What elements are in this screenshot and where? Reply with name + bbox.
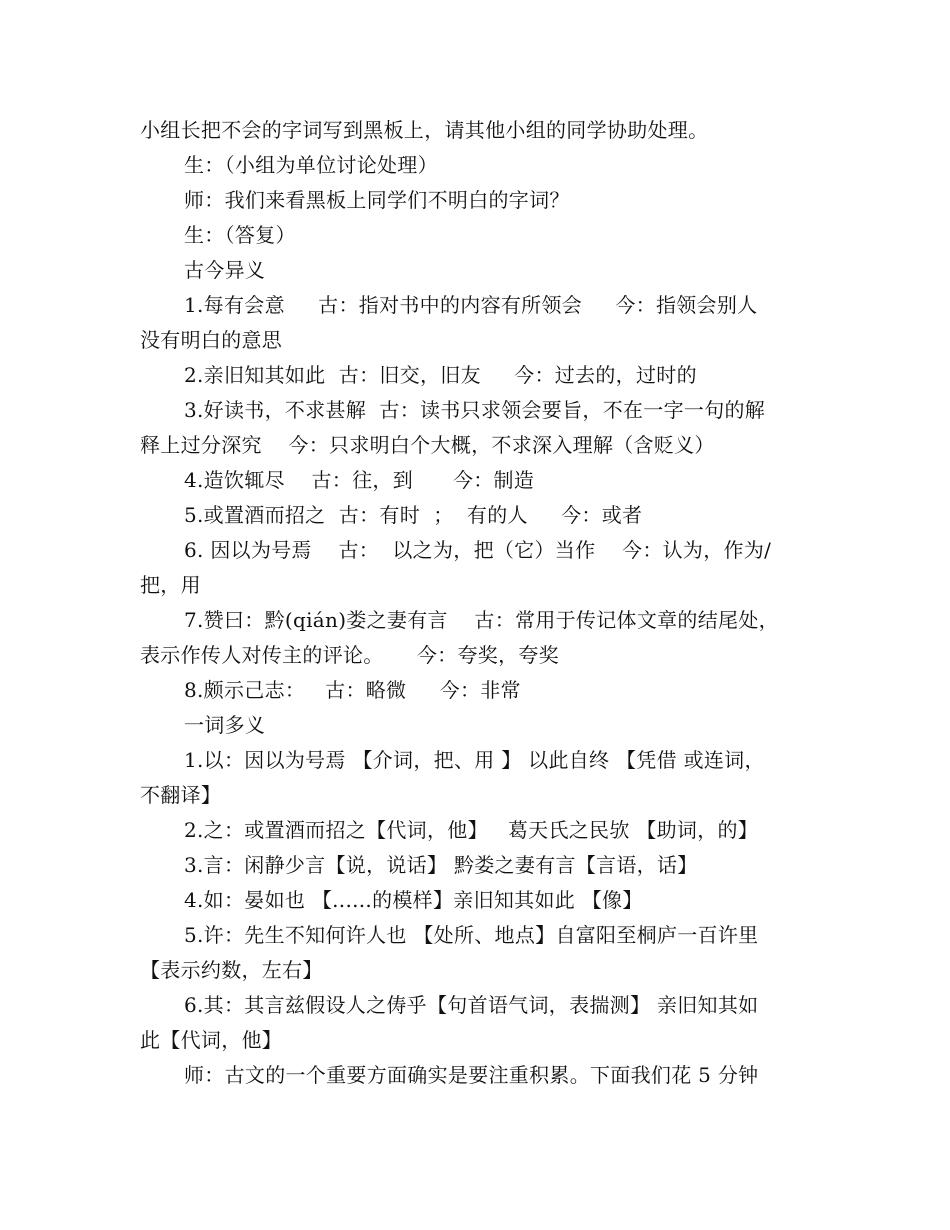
text-line: 6.其：其言兹假设人之俦乎【句首语气词，表揣测】 亲旧知其如 (184, 993, 759, 1017)
text-line: 8.颇示己志： 古：略微 今：非常 (184, 678, 521, 702)
text-line: 生：（答复） (184, 223, 296, 247)
text-line: 师：我们来看黑板上同学们不明白的字词？ (184, 188, 570, 212)
text-line: 【表示约数，左右】 (140, 958, 323, 982)
text-line: 释上过分深究 今：只求明白个大概，不求深入理解（含贬义） (140, 433, 715, 457)
text-line: 1.每有会意 古：指对书中的内容有所领会 今：指领会别人 (184, 293, 758, 317)
text-line: 没有明白的意思 (140, 328, 283, 352)
text-line: 7.赞曰：黔(qián)娄之妻有言 古：常用于传记体文章的结尾处， (184, 608, 779, 632)
text-line: 3.好读书，不求甚解 古：读书只求领会要旨，不在一字一句的解 (184, 398, 766, 422)
text-line: 师：古文的一个重要方面确实是要注重积累。下面我们花 5 分钟 (184, 1063, 759, 1087)
text-line: 3.言：闲静少言【说，说话】 黔娄之妻有言【言语，话】 (184, 853, 698, 877)
text-line: 2.亲旧知其如此 古：旧交，旧友 今：过去的，过时的 (184, 363, 697, 387)
text-line: 生：（小组为单位讨论处理） (184, 153, 438, 177)
text-line: 6. 因以为号焉 古： 以之为，把（它）当作 今：认为，作为/ (184, 538, 772, 562)
text-line: 4.造饮辄尽 古：往，到 今：制造 (184, 468, 535, 492)
text-line: 5.或置酒而招之 古：有时 ； 有的人 今：或者 (184, 503, 643, 527)
text-line: 小组长把不会的字词写到黑板上，请其他小组的同学协助处理。 (140, 118, 709, 142)
text-line: 1.以：因以为号焉 【介词，把、用 】 以此自终 【凭借 或连词， (184, 748, 765, 772)
text-line: 此【代词，他】 (140, 1028, 283, 1052)
section-heading: 古今异义 (184, 258, 266, 282)
text-line: 5.许：先生不知何许人也 【处所、地点】自富阳至桐庐一百许里 (184, 923, 759, 947)
section-heading: 一词多义 (184, 713, 266, 737)
text-line: 表示作传人对传主的评论。 今：夸奖，夸奖 (140, 643, 559, 667)
text-line: 把，用 (140, 573, 201, 597)
text-line: 4.如：晏如也 【......的模样】亲旧知其如此 【像】 (184, 888, 643, 912)
text-line: 不翻译】 (140, 783, 222, 807)
text-line: 2.之：或置酒而招之【代词，他】 葛天氏之民欤 【助词，的】 (184, 818, 759, 842)
